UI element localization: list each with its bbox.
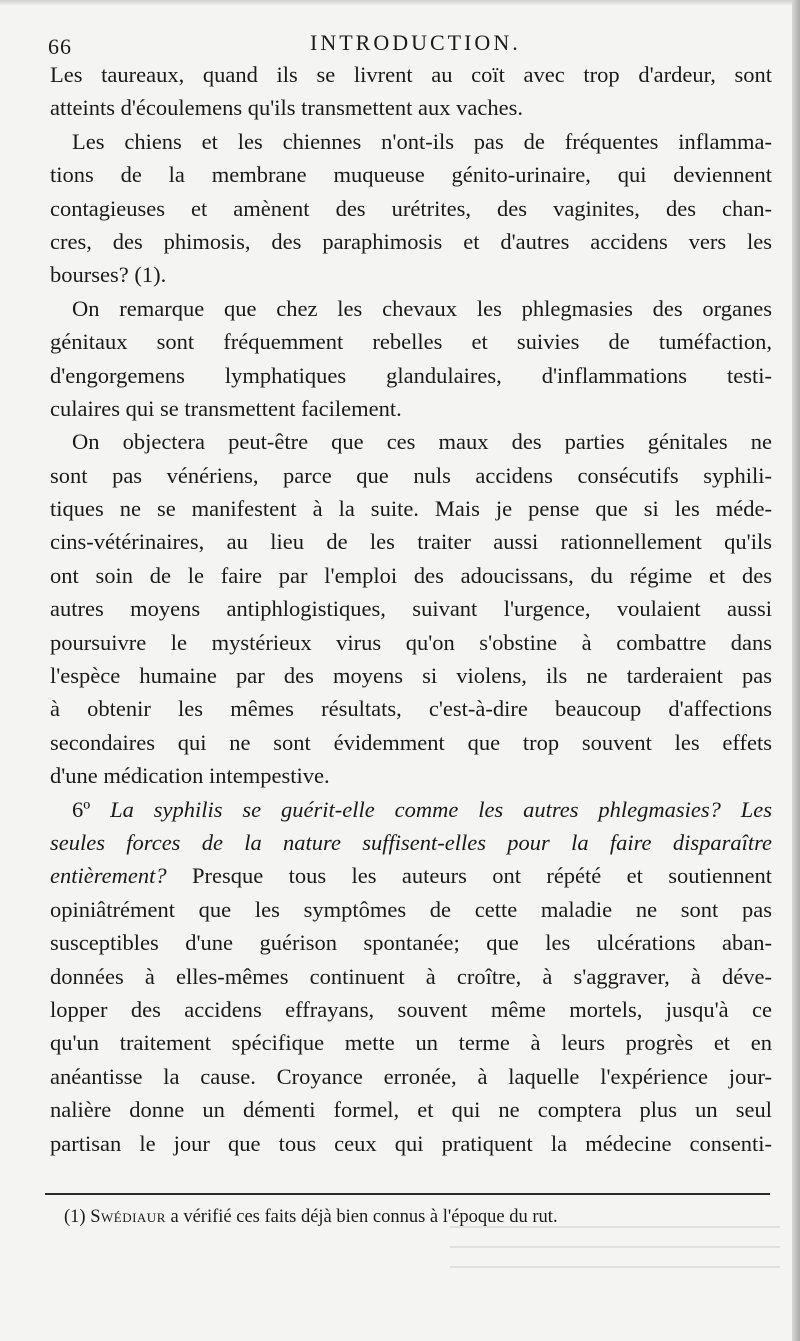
text-line (50, 626, 772, 659)
text-span: On remarque que chez les chevaux les phlegmasies des organes (72, 295, 772, 321)
text-span: nalière donne un démenti formel, et qui ne comptera plus un seul (50, 1097, 772, 1123)
text-span: sont pas vénériens, parce que nuls accidens consécutifs syphili- (50, 462, 772, 488)
footnote-text: a vérifié ces faits déjà bien connus à l'époque du rut. (165, 1207, 558, 1227)
text-span: susceptibles d'une guérison spontanée; que les ulcérations aban- (50, 930, 772, 956)
text-span: 6º (72, 796, 111, 822)
footnote-marker: (1) (64, 1207, 86, 1227)
text-span: ont soin de le faire par l'emploi des adoucissans, du régime et des (50, 562, 772, 588)
italic-text: La syphilis se guérit-elle comme les autres phlegmasies? Les (110, 796, 772, 822)
text-line (50, 826, 772, 859)
text-line (50, 91, 772, 124)
text-span: culaires qui se transmettent facilement. (50, 395, 402, 421)
text-line (50, 158, 772, 191)
page-header (48, 26, 770, 62)
text-span: Les taureaux, quand ils se livrent au coït avec trop d'ardeur, sont (50, 62, 772, 87)
page-top-shadow (0, 0, 800, 6)
text-line (50, 392, 772, 425)
text-span: Les chiens et les chiennes n'ont-ils pas de fréquentes inflamma- (72, 128, 772, 154)
text-span: à obtenir les mêmes résultats, c'est-à-dire beaucoup d'affections (50, 696, 772, 722)
text-line (50, 659, 772, 692)
text-span: données à elles-mêmes continuent à croître, à s'aggraver, à déve- (50, 963, 772, 989)
text-line (50, 1127, 772, 1160)
text-line (50, 225, 772, 258)
page-number: 66 (48, 34, 72, 59)
text-line (50, 926, 772, 959)
text-span: d'engorgemens lymphatiques glandulaires, d'inflammations testi- (50, 362, 772, 388)
running-head: INTRODUCTION. (310, 30, 521, 55)
text-line (50, 325, 772, 358)
italic-text: seules forces de la nature suffisent-elles pour la faire disparaître (50, 829, 772, 855)
text-line (50, 592, 772, 625)
text-span: l'espèce humaine par des moyens si violens, ils ne tarderaient pas (50, 663, 772, 689)
text-span: contagieuses et amènent des urétrites, des vaginites, des chan- (50, 195, 772, 221)
text-line (50, 58, 772, 91)
text-line (50, 125, 772, 158)
show-through-texture (450, 1226, 780, 1286)
text-line (50, 1093, 772, 1126)
italic-text: entièrement? (50, 863, 167, 889)
text-line (50, 292, 772, 325)
text-line (50, 793, 772, 826)
text-span: Presque tous les auteurs ont répété et soutiennent (166, 863, 772, 889)
text-span: qu'un traitement spécifique mette un terme à leurs progrès et en (50, 1030, 772, 1056)
text-line (50, 525, 772, 558)
text-line (50, 559, 772, 592)
text-line (50, 425, 772, 458)
footnote (64, 1204, 754, 1230)
body-text (50, 58, 772, 1160)
text-line (50, 359, 772, 392)
text-span: tions de la membrane muqueuse génito-urinaire, qui deviennent (50, 162, 772, 188)
footnote-author: Swédiaur (90, 1207, 166, 1227)
text-span: poursuivre le mystérieux virus qu'on s'obstine à combattre dans (50, 629, 772, 655)
text-line (50, 859, 772, 892)
text-span: atteints d'écoulemens qu'ils transmettent aux vaches. (50, 95, 523, 121)
text-line (50, 492, 772, 525)
text-span: On objectera peut-être que ces maux des parties génitales ne (72, 429, 772, 455)
page-right-shadow (792, 0, 800, 1341)
text-span: secondaires qui ne sont évidemment que trop souvent les effets (50, 729, 772, 755)
text-line (50, 692, 772, 725)
text-span: génitaux sont fréquemment rebelles et suivies de tuméfaction, (50, 329, 772, 355)
text-line (50, 459, 772, 492)
text-span: opiniâtrément que les symptômes de cette maladie ne sont pas (50, 896, 772, 922)
text-line (50, 993, 772, 1026)
text-line (50, 1026, 772, 1059)
text-span: autres moyens antiphlogistiques, suivant l'urgence, voulaient aussi (50, 596, 772, 622)
text-span: d'une médication intempestive. (50, 763, 330, 789)
text-line (50, 960, 772, 993)
text-line (50, 258, 772, 291)
text-line (50, 759, 772, 792)
footnote-rule (45, 1193, 770, 1195)
text-span: cres, des phimosis, des paraphimosis et d'autres accidens vers les (50, 228, 772, 254)
text-line (50, 726, 772, 759)
text-span: tiques ne se manifestent à la suite. Mais je pense que si les méde- (50, 496, 772, 522)
text-span: lopper des accidens effrayans, souvent même mortels, jusqu'à ce (50, 996, 772, 1022)
text-span: partisan le jour que tous ceux qui pratiquent la médecine consenti- (50, 1130, 772, 1156)
text-line (50, 192, 772, 225)
text-span: anéantisse la cause. Croyance erronée, à laquelle l'expérience jour- (50, 1063, 772, 1089)
text-span: cins-vétérinaires, au lieu de les traiter aussi rationnellement qu'ils (50, 529, 772, 555)
text-line (50, 893, 772, 926)
text-line (50, 1060, 772, 1093)
text-span: bourses? (1). (50, 262, 167, 288)
